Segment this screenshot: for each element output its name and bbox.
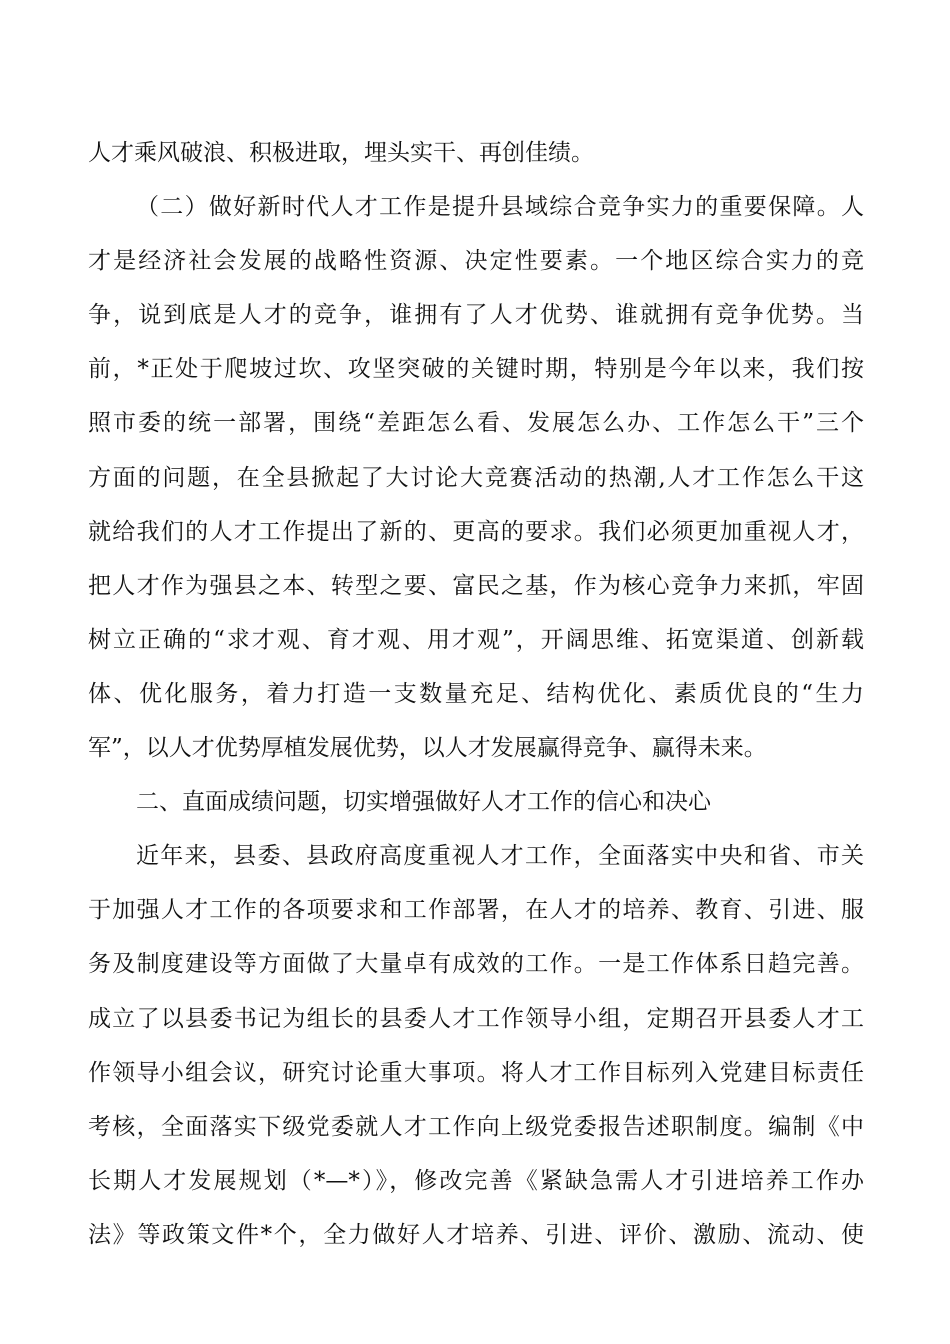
paragraph-line: 近年来，县委、县政府高度重视人才工作，全面落实中央和省、市关 [136, 843, 864, 870]
paragraph-line: 人才乘风破浪、积极进取，埋头实干、再创佳绩。 [88, 140, 594, 166]
paragraph-line: 前，*正处于爬坡过坎、攻坚突破的关键时期，特别是今年以来，我们按 [88, 356, 864, 383]
paragraph-line: 把人才作为强县之本、转型之要、富民之基，作为核心竞争力来抓，牢固 [88, 572, 864, 599]
paragraph-line: 树立正确的“求才观、育才观、用才观”，开阔思维、拓宽渠道、创新载 [88, 626, 864, 653]
paragraph-line: 军”，以人才优势厚植发展优势，以人才发展赢得竞争、赢得未来。 [88, 735, 767, 762]
paragraph-line: 务及制度建设等方面做了大量卓有成效的工作。一是工作体系日趋完善。 [88, 951, 864, 978]
paragraph-line: 成立了以县委书记为组长的县委人才工作领导小组，定期召开县委人才工 [88, 1005, 864, 1032]
paragraph-line: 作领导小组会议，研究讨论重大事项。将人才工作目标列入党建目标责任 [88, 1059, 864, 1086]
paragraph-line: 考核，全面落实下级党委就人才工作向上级党委报告述职制度。编制《中 [88, 1113, 864, 1140]
paragraph-line: 体、优化服务，着力打造一支数量充足、结构优化、素质优良的“生力 [88, 680, 864, 707]
document-body [88, 126, 864, 1262]
paragraph-line: 法》等政策文件*个，全力做好人才培养、引进、评价、激励、流动、使 [88, 1221, 864, 1248]
paragraph-line: 于加强人才工作的各项要求和工作部署，在人才的培养、教育、引进、服 [88, 897, 864, 924]
paragraph-line: （二）做好新时代人才工作是提升县域综合竞争实力的重要保障。人 [136, 194, 864, 221]
paragraph-line: 争，说到底是人才的竞争，谁拥有了人才优势、谁就拥有竞争优势。当 [88, 302, 864, 329]
paragraph-line: 才是经济社会发展的战略性资源、决定性要素。一个地区综合实力的竞 [88, 248, 864, 275]
paragraph-line: 就给我们的人才工作提出了新的、更高的要求。我们必须更加重视人才， [88, 518, 864, 545]
paragraph-line: 方面的问题，在全县掀起了大讨论大竞赛活动的热潮,人才工作怎么干这 [88, 464, 864, 491]
paragraph-line: 照市委的统一部署，围绕“差距怎么看、发展怎么办、工作怎么干”三个 [88, 410, 864, 437]
section-heading: 二、直面成绩问题，切实增强做好人才工作的信心和决心 [136, 789, 711, 816]
paragraph-line: 长期人才发展规划（*—*）》，修改完善《紧缺急需人才引进培养工作办 [88, 1167, 864, 1194]
